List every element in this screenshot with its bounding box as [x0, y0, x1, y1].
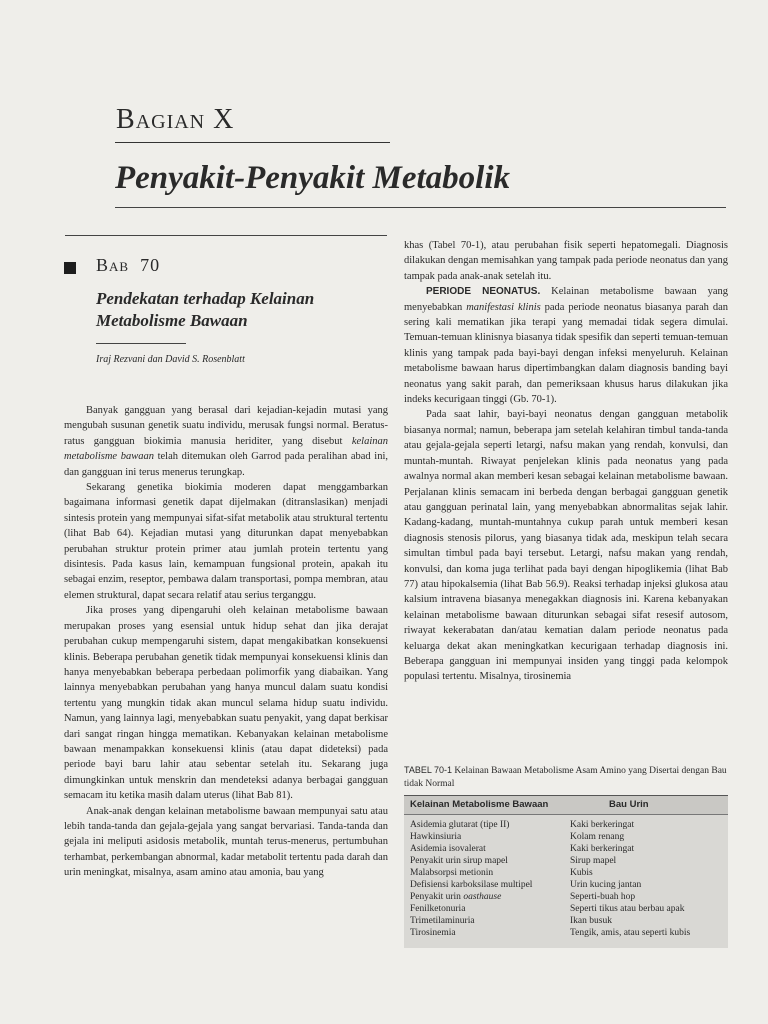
authors: Iraj Rezvani dan David S. Rosenblatt	[96, 354, 245, 365]
chapter-label-rest: AB	[109, 259, 130, 274]
table-caption-text: Kelainan Bawaan Metabolisme Asam Amino yang Disertai dengan Bau tidak Normal	[404, 766, 727, 789]
table-row	[404, 903, 728, 915]
cell-disorder: Hawkinsiuria	[410, 832, 462, 842]
cell-odor: Kubis	[570, 868, 593, 878]
paragraph-text: pada periode neonatus biasanya parah dan sering kali mematikan jika terapi yang memadai tidak segera dimulai. Temuan-temuan klinisnya biasanya tidak spesifik dan seperti temuan-temuan klinis yang tampak pada bayi-bayi dengan infeksi menyeluruh. Kelainan metabolisme bawaan harus dipertimbangkan dalam diagnosis banding bayi neonatus yang sakit parah, dan pemeriksaan khusus harus dilakukan jika indeks kecurigaan tinggi (Gb. 70-1).	[404, 301, 728, 406]
cell-disorder: Penyakit urin sirup mapel	[410, 856, 508, 866]
chapter-title-line1: Pendekatan terhadap Kelainan	[96, 289, 315, 308]
cell-disorder: Malabsorpsi metionin	[410, 868, 494, 878]
cell-odor: Sirup mapel	[570, 856, 617, 866]
cell-odor: Seperti-buah hop	[570, 892, 636, 902]
chapter-rule	[65, 235, 387, 236]
paragraph-neonatal	[404, 284, 728, 407]
cell-disorder	[410, 891, 501, 903]
cell-odor: Seperti tikus atau berbau apak	[570, 904, 685, 914]
cell-odor: Ikan busuk	[570, 916, 612, 926]
part-heading-initial: B	[116, 104, 136, 135]
odor-table	[404, 795, 728, 948]
cell-odor: Kaki berkeringat	[570, 844, 635, 854]
cell-odor: Tengik, amis, atau seperti kubis	[570, 928, 691, 938]
chapter-square-icon	[64, 262, 76, 274]
cell-odor: Kaki berkeringat	[570, 820, 635, 830]
column-header-disorder: Kelainan Metabolisme Bawaan	[410, 799, 549, 810]
table-row	[404, 867, 728, 879]
table-caption	[404, 764, 728, 791]
chapter-number-value: 70	[140, 255, 161, 275]
author-rule	[96, 343, 186, 344]
paragraph-continued: khas (Tabel 70-1), atau perubahan fisik seperti hepatomegali. Diagnosis dilakukan dengan memisahkan yang tampak pada periode neonatus dan yang tampak pada anak-anak setelah itu.	[404, 240, 728, 282]
paragraph-symptoms: Anak-anak dengan kelainan metabolisme bawaan mempunyai satu atau lebih tanda-tanda dan gejala-gejala yang sangat bervariasi. Tanda-tanda dan gejala ini meliputi asidosis metabolik, muntah terus-menerus, pertumbuhan terhambat, perkembangan abnormal, kadar metabolit tertentu pada darah dan urin meningkat, misalnya, asam amino atau amonia, bau yang	[64, 805, 388, 879]
table-header	[404, 795, 728, 815]
table-row	[404, 831, 728, 843]
chapter-title-line2: Metabolisme Bawaan	[96, 311, 248, 330]
table-row	[404, 915, 728, 927]
table-row	[404, 855, 728, 867]
cell-disorder: Asidemia isovalerat	[410, 844, 486, 854]
chapter-label-initial: B	[96, 255, 110, 275]
cell-disorder: Defisiensi karboksilase multipel	[410, 880, 533, 890]
paragraph-intro	[64, 403, 388, 480]
part-rule	[115, 142, 390, 143]
emphasis-term: manifestasi klinis	[466, 301, 541, 313]
paragraph-text: telah ditemukan oleh Garrod pada peralihan abad ini, dan gangguan ini terus menerus terungkap.	[64, 451, 388, 478]
cell-disorder: Trimetilaminuria	[410, 916, 475, 926]
paragraph-birth: Pada saat lahir, bayi-bayi neonatus dengan gangguan metabolik biasanya normal; namun, beberapa jam setelah kelahiran timbul tanda-tanda atau gejala-gejala seperti letargi, nafsu makan yang rendah, konvulsi, dan muntah-muntah. Riwayat penjelekan klinis pada neonatus yang pada awalnya normal akan memberi kesan sebagai kelainan metabolisme bawaan. Perjalanan klinis semacam ini berbeda dengan berbagai gangguan genetik atau gangguan perinatal lain, yang menyebabkan abnormalitas sejak lahir. Kadang-kadang, muntah-muntahnya cukup parah untuk memberi kesan diagnosis stenosis pilorus, yang biasanya tidak ada, meskipun telah secara simultan timbul pada bayi tersebut. Letargi, nafsu makan yang rendah, konvulsi, dan koma juga terlihat pada bayi dengan hipoglikemia (lihat Bab 77) atau hipokalsemia (lihat Bab 56.9). Reaksi terhadap injeksi glukosa atau kalsium intravena biasanya menegakkan diagnosis ini. Karena kebanyakan kelainan metabolisme bawaan diturunkan sebagai sifat resesif autosom, riwayat kekerabatan dan/atau kematian dalam periode neonatus pada keluarga dekat akan meningkatkan kecurigaan terhadap diagnosis ini. Beberapa gangguan ini mempunyai insiden yang tinggi pada kelompok populasi tertentu. Misalnya, tirosinemia	[404, 409, 728, 683]
right-column	[404, 238, 728, 685]
table-row	[404, 927, 728, 939]
part-number: X	[213, 104, 235, 135]
title-rule	[115, 207, 726, 208]
table-label: TABEL 70-1	[404, 765, 453, 775]
page-title: Penyakit-Penyakit Metabolik	[115, 160, 511, 196]
chapter-number	[96, 255, 160, 276]
table-row	[404, 843, 728, 855]
table-row	[404, 891, 728, 903]
chapter-title	[96, 288, 386, 332]
paragraph-consequences: Jika proses yang dipengaruhi oleh kelainan metabolisme bawaan merupakan proses yang esensial untuk hidup sehat dan jika derajat perubahan cukup mempengaruhi sistem, dapat mengakibatkan konsekuensi klinis. Beberapa perubahan genetik tidak mempunyai konsekuensi klinis dan hanya menyebabkan beberapa perbedaan polimorfik yang diabaikan. Yang lainnya menyebabkan perubahan yang hanya muncul dalam suatu kondisi tertentu yang mungkin tidak akan muncul selama hidup suatu individu. Namun, yang lainnya lagi, menyebabkan suatu penyakit, yang dapat berkisar dari sangat ringan hingga mematikan. Kebanyakan kelainan metabolisme bawaan menampakkan konsekuensi klinis (atau dapat dideteksi) pada periode bayi baru lahir atau sebentar setelah itu. Sekarang juga dimungkinkan untuk menskrin dan mendeteksi adanya berbagai gangguan semacam itu ketika masih dalam uterus (lihat Bab 81).	[64, 605, 388, 802]
left-column	[64, 403, 388, 881]
emphasis-term: kelainan metabolisme bawaan	[64, 435, 388, 463]
cell-disorder: Fenilketonuria	[410, 904, 466, 914]
cell-disorder-text: Penyakit urin	[410, 892, 464, 902]
paragraph-genetics: Sekarang genetika biokimia moderen dapat menggambarkan bagaimana informasi genetik dapat dijelmakan (ditranslasikan) menjadi sintesis protein yang mempunyai sifat-sifat metabolik atau struktural tertentu (lihat Bab 64). Kejadian mutasi yang diturunkan dapat menyebabkan perubahan struktur protein primer atau jumlah protein tertentu yang disintesis. Pada kasus lain, kemampuan fungsional protein, apakah itu sebagai enzim, reseptor, pembawa dalam transportasi, pompa membran, atau elemen struktural, dapat secara relatif atau serius terganggu.	[64, 482, 388, 601]
cell-disorder-emphasis: oasthause	[463, 892, 502, 902]
part-heading-rest: AGIAN	[135, 111, 206, 133]
part-heading	[116, 104, 234, 136]
table-row	[404, 879, 728, 891]
paragraph-text: Banyak gangguan yang berasal dari kejadian-kejadin mutasi yang mengubah susunan genetik suatu individu, merusak fungsi normal. Beratus-ratus gangguan biokimia manusia heriditer, yang disebut	[64, 405, 388, 447]
cell-odor: Urin kucing jantan	[570, 880, 642, 890]
cell-disorder: Asidemia glutarat (tipe II)	[410, 820, 510, 830]
table-row	[404, 819, 728, 831]
cell-disorder: Tirosinemia	[410, 928, 456, 938]
section-heading: PERIODE NEONATUS.	[426, 286, 541, 298]
paragraph-text: Kelainan metabolisme bawaan yang menyebabkan	[404, 286, 729, 313]
column-header-odor: Bau Urin	[609, 799, 649, 810]
cell-odor: Kolam renang	[570, 832, 625, 842]
